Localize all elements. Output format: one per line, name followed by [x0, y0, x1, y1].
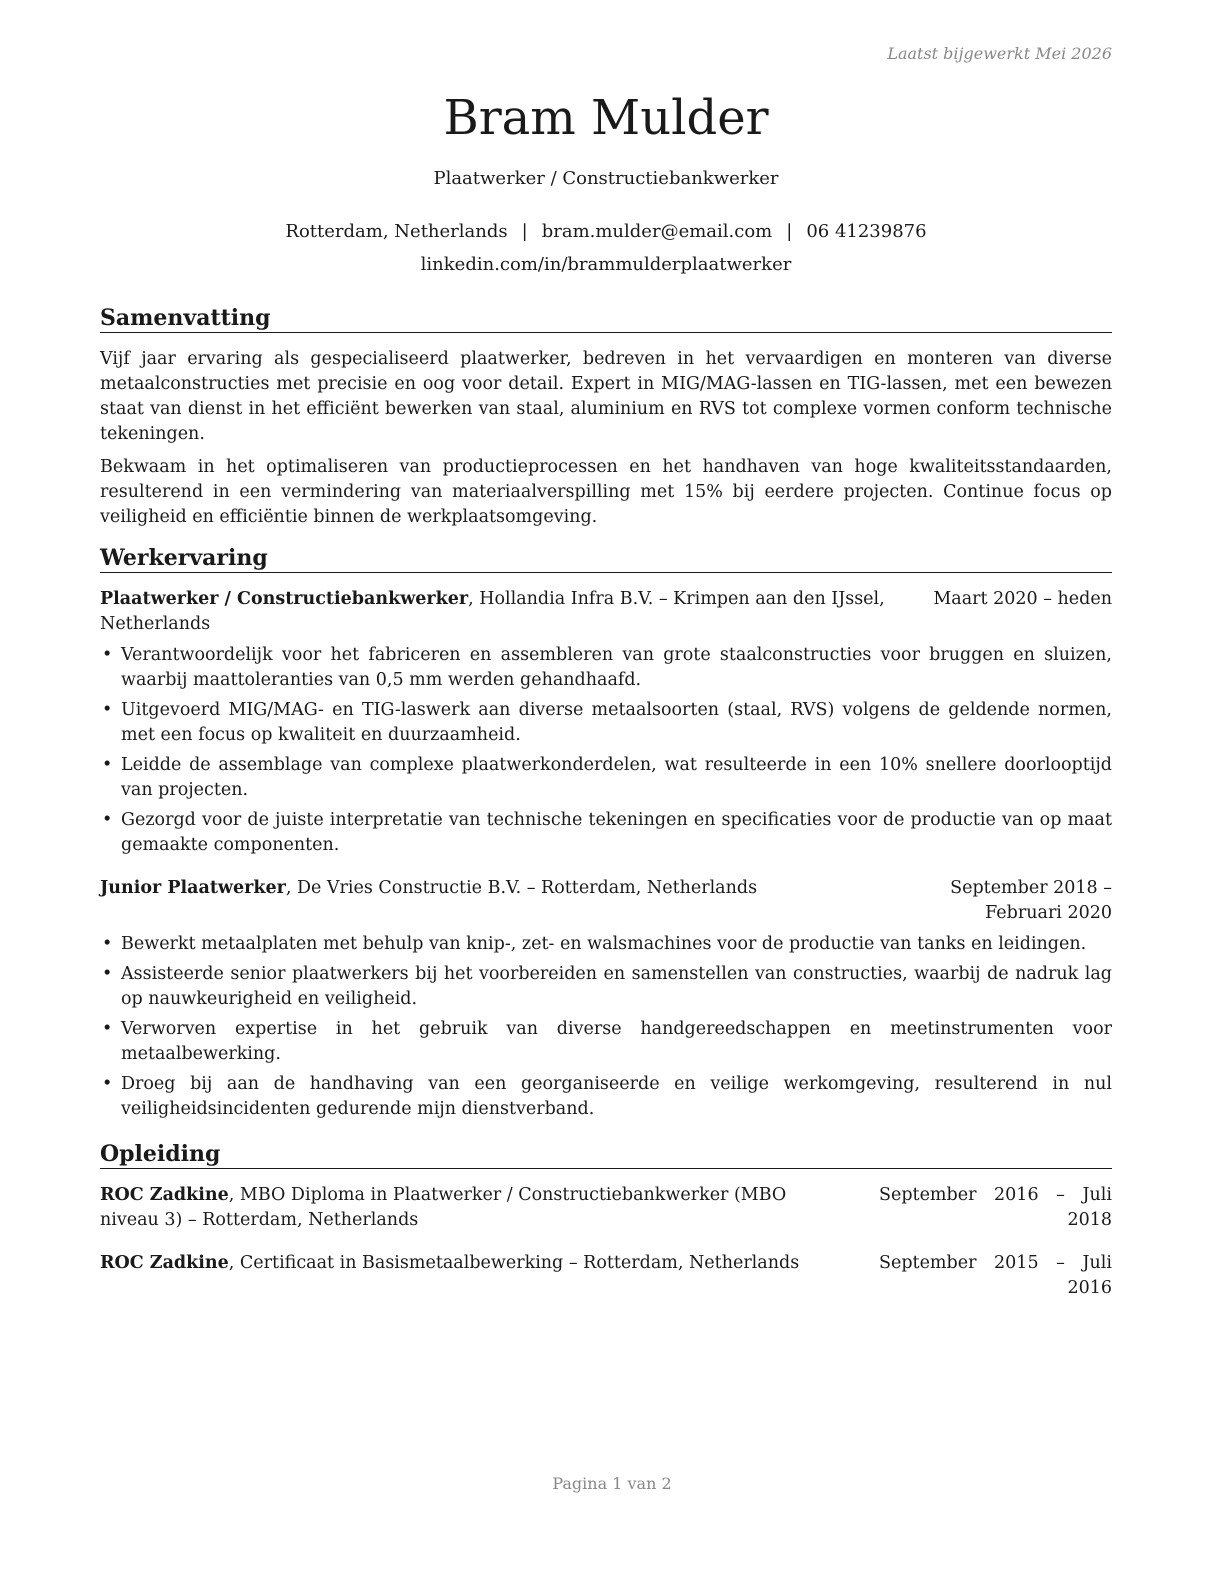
- section-title-summary: Samenvatting: [100, 304, 1112, 333]
- education-header: [100, 1251, 1112, 1301]
- list-item: [100, 753, 1112, 803]
- bullet-text: Gezorgd voor de juiste interpretatie van technische tekeningen en specificaties voor de productie van op maat gemaakte componenten.: [121, 810, 1112, 855]
- bullet-text: Droeg bij aan de handhaving van een georganiseerde en veilige werkomgeving, resulterend in nul veiligheidsincidenten gedurende mijn dienstverband.: [121, 1074, 1112, 1119]
- linkedin-link[interactable]: linkedin.com/in/brammulderplaatwerker: [420, 254, 792, 275]
- school-name: ROC Zadkine: [100, 1185, 229, 1205]
- bullet-text: Verantwoordelijk voor het fabriceren en assembleren van grote staalconstructies voor bruggen en sluizen, waarbij maattoleranties van 0,5 mm werden gehandhaafd.: [121, 645, 1112, 690]
- last-updated: Laatst bijgewerkt Mei 2026: [887, 44, 1112, 63]
- bullet-icon: •: [102, 700, 113, 720]
- experience-section: [100, 544, 1112, 1122]
- bullet-icon: •: [102, 934, 113, 954]
- job-heading: [100, 876, 872, 901]
- list-item: [100, 962, 1112, 1012]
- education-detail: , MBO Diploma in Plaatwerker / Constructiebankwerker (MBO niveau 3) – Rotterdam, Netherlands: [100, 1185, 787, 1230]
- job-bullets: [100, 932, 1112, 1122]
- job-dates: September 2018 – Februari 2020: [950, 878, 1112, 923]
- education-detail: , Certificaat in Basismetaalbewerking – Rotterdam, Netherlands: [228, 1253, 800, 1273]
- job-dates: Maart 2020 – heden: [933, 589, 1112, 609]
- list-item: [100, 1072, 1112, 1122]
- job-bullets: [100, 643, 1112, 858]
- bullet-icon: •: [102, 964, 113, 984]
- education-heading: [100, 1251, 879, 1276]
- bullet-text: Verworven expertise in het gebruik van diverse handgereedschappen en meetinstrumenten voor metaalbewerking.: [121, 1019, 1112, 1064]
- phone: 06 41239876: [806, 221, 927, 242]
- job-title: Plaatwerker / Constructiebankwerker: [433, 168, 779, 189]
- bullet-icon: •: [102, 1019, 113, 1039]
- job-role: Junior Plaatwerker: [100, 878, 286, 898]
- job-entry: [100, 587, 1112, 858]
- summary-section: [100, 304, 1112, 530]
- list-item: [100, 698, 1112, 748]
- list-item: [100, 1017, 1112, 1067]
- job-role: Plaatwerker / Constructiebankwerker: [100, 589, 469, 609]
- list-item: [100, 643, 1112, 693]
- job-company: , Hollandia Infra B.V. – Krimpen aan den IJssel, Netherlands: [100, 589, 885, 634]
- section-title-education: Opleiding: [100, 1140, 1112, 1169]
- education-heading: [100, 1183, 879, 1233]
- job-header: [100, 587, 1112, 637]
- job-heading: [100, 587, 933, 637]
- summary-paragraph: Bekwaam in het optimaliseren van productieprocessen en het handhaven van hoge kwaliteitsstandaarden, resulterend in een vermindering van materiaalverspilling met 15% bij eerdere projecten. Continue focus op veiligheid en efficiëntie binnen de werkplaatsomgeving.: [100, 457, 1112, 527]
- job-entry: [100, 876, 1112, 1122]
- email[interactable]: bram.mulder@email.com: [541, 221, 773, 242]
- education-section: [100, 1140, 1112, 1301]
- education-dates: September 2016 – Juli 2018: [879, 1185, 1112, 1230]
- bullet-text: Assisteerde senior plaatwerkers bij het voorbereiden en samenstellen van constructies, waarbij de nadruk lag op nauwkeurigheid en veiligheid.: [121, 964, 1112, 1009]
- school-name: ROC Zadkine: [100, 1253, 229, 1273]
- bullet-text: Bewerkt metaalplaten met behulp van knip-, zet- en walsmachines voor de productie van tanks en leidingen.: [121, 934, 1087, 954]
- candidate-name: Bram Mulder: [443, 90, 769, 146]
- list-item: [100, 932, 1112, 957]
- education-entry: [100, 1183, 1112, 1233]
- bullet-icon: •: [102, 645, 113, 665]
- separator: |: [786, 221, 793, 242]
- page-number: Pagina 1 van 2: [552, 1474, 672, 1493]
- bullet-text: Leidde de assemblage van complexe plaatwerkonderdelen, wat resulteerde in een 10% snellere doorlooptijd van projecten.: [121, 755, 1112, 800]
- education-dates: September 2015 – Juli 2016: [879, 1253, 1112, 1298]
- job-header: [100, 876, 1112, 926]
- summary-paragraph: Vijf jaar ervaring als gespecialiseerd plaatwerker, bedreven in het vervaardigen en monteren van diverse metaalconstructies met precisie en oog voor detail. Expert in MIG/MAG-lassen en TIG-lassen, met een bewezen staat van dienst in het efficiënt bewerken van staal, aluminium en RVS tot complexe vormen conform technische tekeningen.: [100, 349, 1112, 444]
- bullet-icon: •: [102, 1074, 113, 1094]
- contact-line: [100, 219, 1112, 245]
- education-entry: [100, 1251, 1112, 1301]
- education-header: [100, 1183, 1112, 1233]
- bullet-icon: •: [102, 810, 113, 830]
- section-title-experience: Werkervaring: [100, 544, 1112, 573]
- resume-content: [100, 304, 1112, 1319]
- job-company: , De Vries Constructie B.V. – Rotterdam, Netherlands: [285, 878, 758, 898]
- list-item: [100, 808, 1112, 858]
- bullet-icon: •: [102, 755, 113, 775]
- separator: |: [521, 221, 528, 242]
- bullet-text: Uitgevoerd MIG/MAG- en TIG-laswerk aan diverse metaalsoorten (staal, RVS) volgens de geldende normen, met een focus op kwaliteit en duurzaamheid.: [121, 700, 1112, 745]
- location: Rotterdam, Netherlands: [285, 221, 508, 242]
